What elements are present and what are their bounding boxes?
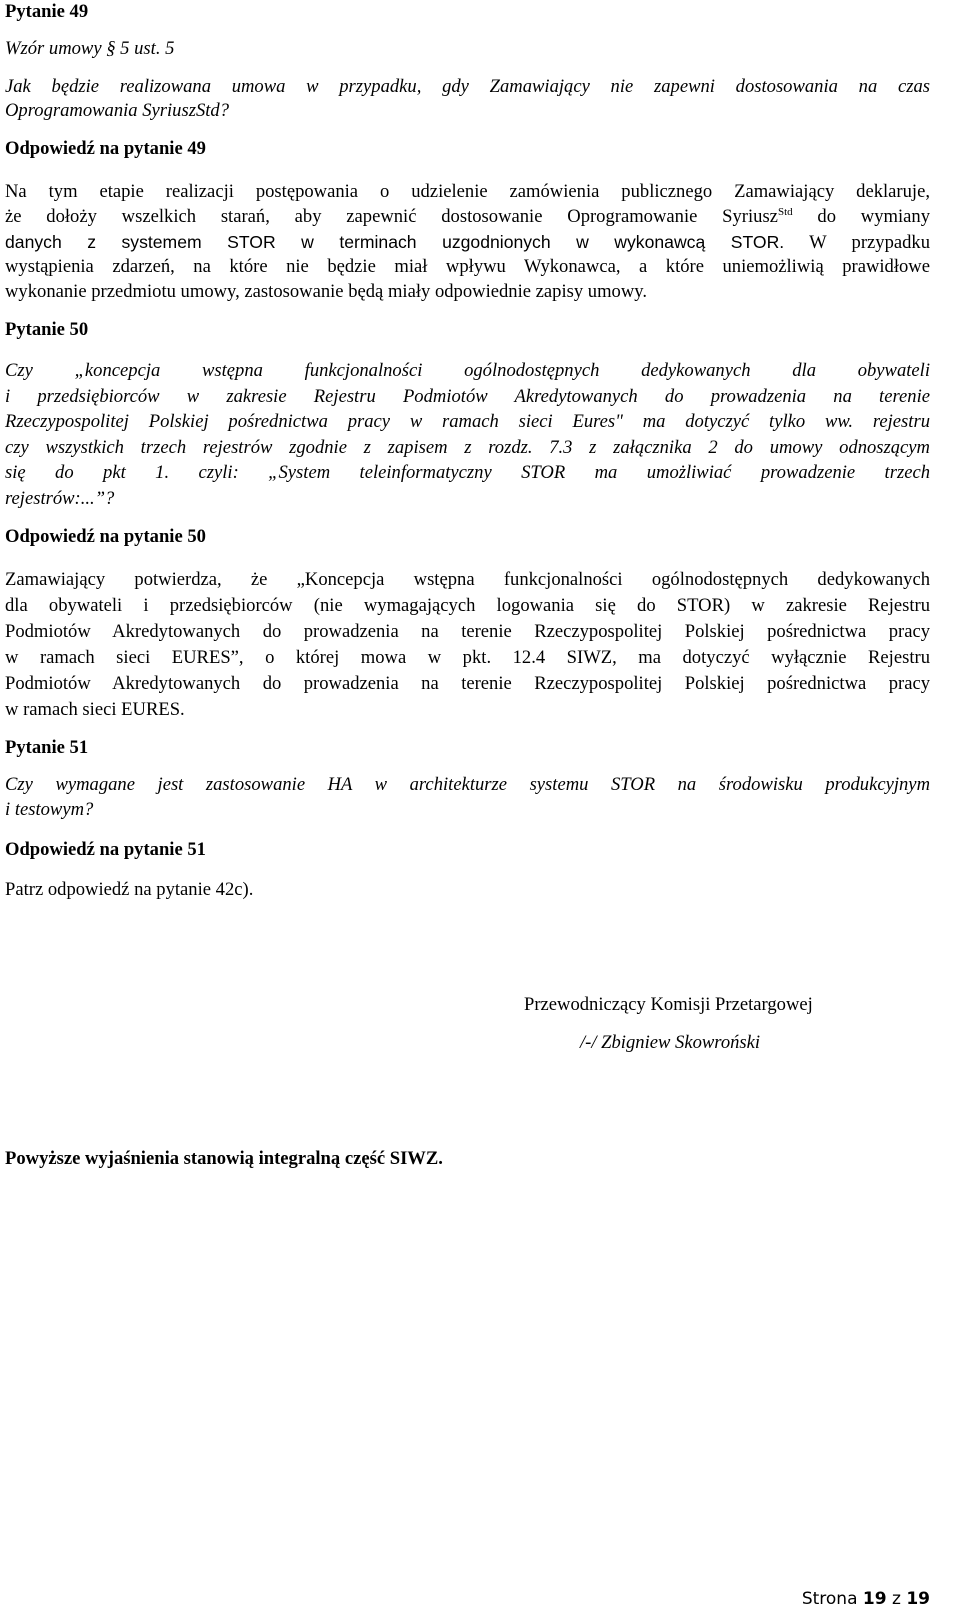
signature-title: Przewodniczący Komisji Przetargowej	[524, 994, 813, 1015]
question-50-line-1: Czy „koncepcja wstępna funkcjonalności ogólnodostępnych dedykowanych dla obywateli	[5, 360, 930, 381]
question-49-reference: Wzór umowy § 5 ust. 5	[5, 38, 175, 59]
answer-50-line-3: Podmiotów Akredytowanych do prowadzenia na terenie Rzeczypospolitej Polskiej pośrednictwa pracy	[5, 621, 930, 642]
answer-50-line-4: w ramach sieci EURES”, o której mowa w pkt. 12.4 SIWZ, ma dotyczyć wyłącznie Rejestru	[5, 647, 930, 668]
answer-49-line-4: wystąpienia zdarzeń, na które nie będzie miał wpływu Wykonawca, a które uniemożliwią prawidłowe	[5, 256, 930, 277]
answer-50-line-1: Zamawiający potwierdza, że „Koncepcja wstępna funkcjonalności ogólnodostępnych dedykowanych	[5, 569, 930, 590]
question-50-line-6: rejestrów:...”?	[5, 488, 115, 509]
question-50-line-2: i przedsiębiorców w zakresie Rejestru Podmiotów Akredytowanych do prowadzenia na terenie	[5, 386, 930, 407]
answer-50-line-2: dla obywateli i przedsiębiorców (nie wymagających logowania się do STOR) w zakresie Rejestru	[5, 595, 930, 616]
answer-50-line-6: w ramach sieci EURES.	[5, 699, 185, 720]
page-number: Strona 19 z 19	[801, 1589, 930, 1609]
answer-49-line-3: danych z systemem STOR w terminach uzgodnionych w wykonawcą STOR. W przypadku	[5, 232, 931, 253]
answer-50-line-5: Podmiotów Akredytowanych do prowadzenia na terenie Rzeczypospolitej Polskiej pośrednictwa pracy	[5, 673, 930, 694]
closing-statement: Powyższe wyjaśnienia stanowią integralną część SIWZ.	[5, 1148, 443, 1169]
question-50-heading: Pytanie 50	[5, 319, 89, 340]
answer-51-text: Patrz odpowiedź na pytanie 42c).	[5, 879, 254, 900]
signature-name: /-/ Zbigniew Skowroński	[580, 1032, 761, 1053]
answer-49-line-1: Na tym etapie realizacji postępowania o udzielenie zamówienia publicznego Zamawiający deklaruje,	[5, 181, 930, 202]
answer-49-line-5: wykonanie przedmiotu umowy, zastosowanie będą miały odpowiednie zapisy umowy.	[5, 281, 648, 302]
question-51-heading: Pytanie 51	[5, 737, 89, 758]
question-49-heading: Pytanie 49	[5, 1, 89, 22]
question-51-line-2: i testowym?	[5, 799, 94, 820]
answer-50-heading: Odpowiedź na pytanie 50	[5, 526, 206, 547]
question-50-line-4: czy wszystkich trzech rejestrów zgodnie z zapisem z rozdz. 7.3 z załącznika 2 do umowy odnoszącym	[5, 437, 930, 458]
question-49-line-2: Oprogramowania SyriuszStd?	[5, 100, 230, 121]
answer-49-line-2: że dołoży wszelkich starań, aby zapewnić dostosowanie Oprogramowanie Syriusz$^{Std}$ do wymiany	[5, 205, 931, 227]
answer-51-heading: Odpowiedź na pytanie 51	[5, 839, 206, 860]
question-50-line-3: Rzeczypospolitej Polskiej pośrednictwa pracy w ramach sieci Eures" ma dotyczyć tylko ww. rejestru	[5, 411, 930, 432]
std-superscript: Std	[777, 205, 793, 218]
answer-49-heading: Odpowiedź na pytanie 49	[5, 138, 206, 159]
question-51-line-1: Czy wymagane jest zastosowanie HA w architekturze systemu STOR na środowisku produkcyjnym	[5, 774, 930, 795]
question-49-line-1: Jak będzie realizowana umowa w przypadku, gdy Zamawiający nie zapewni dostosowania na czas	[5, 76, 930, 97]
question-50-line-5: się do pkt 1. czyli: „System teleinformatyczny STOR ma umożliwiać prowadzenie trzech	[5, 462, 930, 483]
